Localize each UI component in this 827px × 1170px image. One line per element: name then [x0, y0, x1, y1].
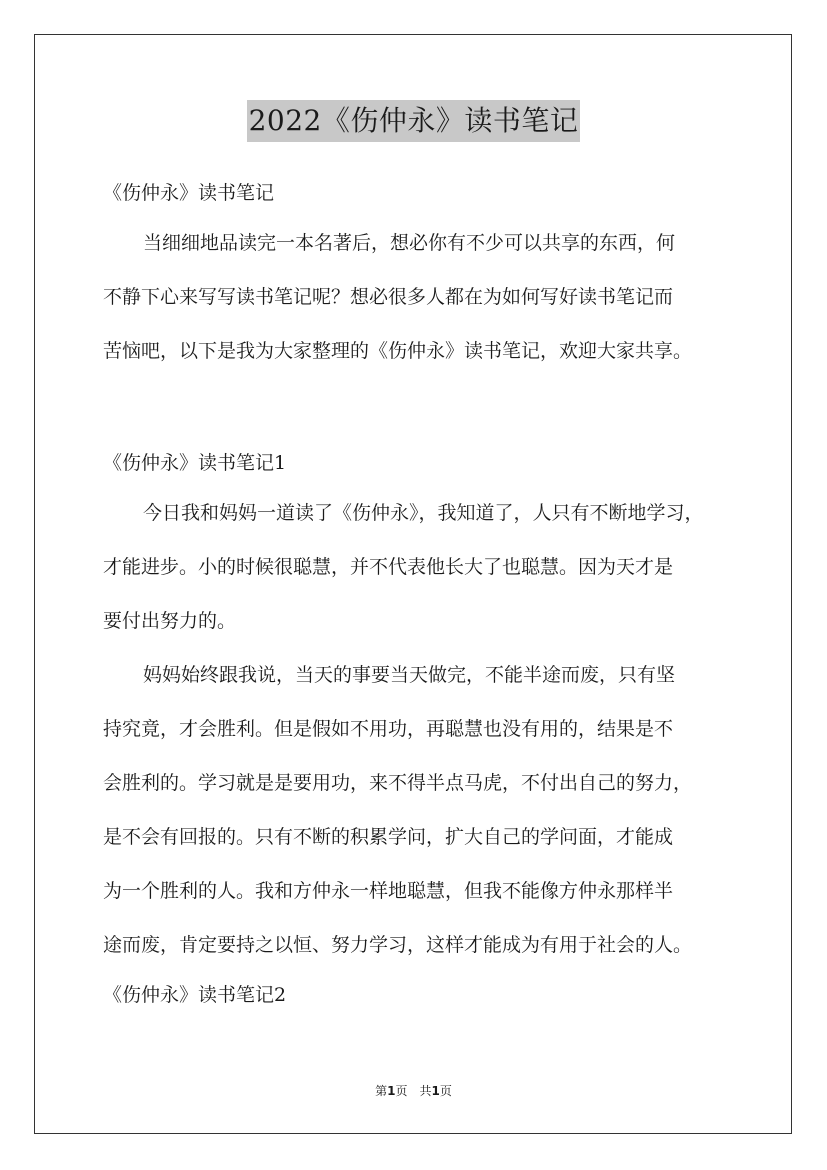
- paragraph-line: 途而废，肯定要持之以恒、努力学习，这样才能成为有用于社会的人。: [103, 934, 693, 956]
- section-heading: 《伤仲永》读书笔记1: [103, 452, 287, 474]
- paragraph-line: 妈妈始终跟我说，当天的事要当天做完，不能半途而废，只有坚: [143, 664, 676, 686]
- footer-prefix: 第: [375, 1084, 388, 1098]
- footer-page-num: 1: [387, 1084, 396, 1098]
- paragraph-line: 会胜利的。学习就是是要用功，来不得半点马虎，不付出自己的努力，: [103, 772, 693, 794]
- paragraph-line: 是不会有回报的。只有不断的积累学问，扩大自己的学问面，才能成: [103, 826, 674, 848]
- title-wrap: [0, 100, 827, 142]
- paragraph-line: 苦恼吧，以下是我为大家整理的《伤仲永》读书笔记，欢迎大家共享。: [103, 340, 693, 362]
- blank-space: [103, 378, 743, 440]
- document-body: [103, 170, 743, 1018]
- paragraph-line: 要付出努力的。: [103, 610, 237, 632]
- footer-suffix: 页: [439, 1084, 452, 1098]
- paragraph-line: 为一个胜利的人。我和方仲永一样地聪慧，但我不能像方仲永那样半: [103, 880, 674, 902]
- paragraph-line: 今日我和妈妈一道读了《伤仲永》，我知道了，人只有不断地学习，: [143, 502, 704, 524]
- paragraph-line: 持究竟，才会胜利。但是假如不用功，再聪慧也没有用的，结果是不: [103, 718, 674, 740]
- paragraph-line: 才能进步。小的时候很聪慧，并不代表他长大了也聪慧。因为天才是: [103, 556, 674, 578]
- paragraph-line: 当细细地品读完一本名著后，想必你有不少可以共享的东西，何: [143, 232, 676, 254]
- paragraph-line: 不静下心来写写读书笔记呢？想必很多人都在为如何写好读书笔记而: [103, 286, 674, 308]
- section-heading: 《伤仲永》读书笔记: [103, 182, 275, 204]
- page-footer: [0, 1082, 827, 1099]
- footer-mid: 页 共: [395, 1084, 432, 1098]
- document-title: 2022《伤仲永》读书笔记: [247, 100, 581, 142]
- footer-page-total: 1: [431, 1084, 440, 1098]
- section-heading: 《伤仲永》读书笔记2: [103, 984, 287, 1006]
